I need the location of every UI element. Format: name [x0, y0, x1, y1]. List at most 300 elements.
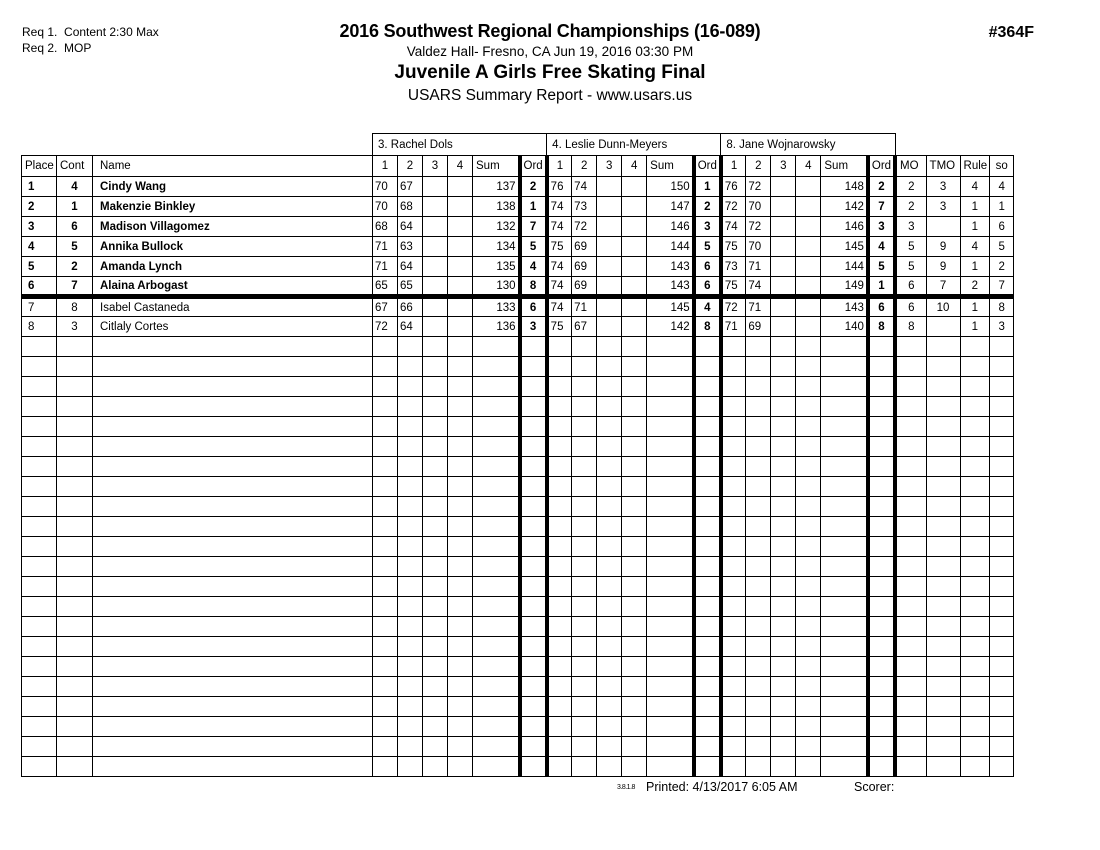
judge-2-ord-header: Ord	[694, 156, 721, 177]
judge-1-mark-cell: 65	[398, 277, 423, 297]
judge-3-mark-cell	[721, 377, 746, 397]
rule-cell	[960, 517, 990, 537]
judge-2-mark-cell	[597, 337, 622, 357]
rule-cell	[960, 417, 990, 437]
judge-2-mark-cell	[547, 657, 572, 677]
rule-header: Rule	[960, 156, 990, 177]
rule-cell	[960, 537, 990, 557]
table-row	[22, 197, 1014, 217]
judge-1-mark-cell	[373, 397, 398, 417]
mo-cell	[895, 337, 926, 357]
judge-3-mark-cell	[721, 737, 746, 757]
judge-3-mark-cell	[721, 637, 746, 657]
judge-3-mark-cell	[721, 357, 746, 377]
judge-3-mark-cell: 72	[746, 177, 771, 197]
judge-3-mark-cell	[771, 297, 796, 317]
judge-1-ord-cell	[520, 577, 547, 597]
venue-date-line: Valdez Hall- Fresno, CA Jun 19, 2016 03:30 PM	[406, 44, 694, 59]
mo-cell	[895, 537, 926, 557]
judge-1-mark-cell	[398, 737, 423, 757]
judge-2-sum-cell: 142	[647, 317, 694, 337]
judge-1-mark-cell	[448, 617, 473, 637]
mo-cell: 8	[895, 317, 926, 337]
judge-3-mark-cell	[771, 697, 796, 717]
judge-1-ord-cell	[520, 457, 547, 477]
judge-2-mark-cell	[597, 297, 622, 317]
judge-2-ord-cell	[694, 337, 721, 357]
judge-1-sum-cell	[473, 657, 520, 677]
judge-3-ord-cell: 2	[868, 177, 895, 197]
place-cell	[22, 657, 57, 677]
judge-3-ord-cell	[868, 357, 895, 377]
rule-cell	[960, 477, 990, 497]
judge-3-sum-cell	[821, 537, 868, 557]
so-cell	[990, 697, 1014, 717]
judge-1-mark-cell	[398, 457, 423, 477]
judge-1-mark-cell	[448, 497, 473, 517]
judge-3-mark-cell	[796, 277, 821, 297]
judge-2-mark-cell	[572, 757, 597, 777]
judge-1-mark-cell	[448, 337, 473, 357]
tmo-cell	[926, 397, 960, 417]
tmo-cell	[926, 477, 960, 497]
so-cell	[990, 537, 1014, 557]
skater-name-cell: Isabel Castaneda	[93, 297, 373, 317]
table-row	[22, 457, 1014, 477]
judge-1-mark-cell: 64	[398, 317, 423, 337]
cont-cell	[57, 657, 93, 677]
skater-name-cell	[93, 737, 373, 757]
judge-1-ord-cell	[520, 337, 547, 357]
judge-3-mark-cell	[721, 437, 746, 457]
judge-2-sum-cell	[647, 597, 694, 617]
judge-3-mark-cell	[796, 717, 821, 737]
judge-1-ord-cell: 3	[520, 317, 547, 337]
judge-1-mark-cell	[398, 717, 423, 737]
judge-3-mark-cell	[771, 757, 796, 777]
cont-cell	[57, 757, 93, 777]
judge-3-mark-cell	[796, 557, 821, 577]
rule-cell	[960, 737, 990, 757]
judge-3-mark-cell	[746, 597, 771, 617]
table-row	[22, 517, 1014, 537]
judge-3-name: 8. Jane Wojnarowsky	[721, 134, 895, 156]
judge-2-mark-cell	[572, 717, 597, 737]
mo-cell: 2	[895, 197, 926, 217]
so-cell	[990, 737, 1014, 757]
judge-2-mark-cell	[597, 257, 622, 277]
mo-cell	[895, 637, 926, 657]
mo-cell	[895, 457, 926, 477]
judge-3-mark-cell	[771, 217, 796, 237]
judge-1-sum-cell	[473, 357, 520, 377]
event-title: Juvenile A Girls Free Skating Final	[394, 62, 706, 83]
judge-3-mark-cell	[721, 657, 746, 677]
judge-2-mark-cell	[547, 557, 572, 577]
rule-cell	[960, 677, 990, 697]
req-line-2: Req 2. MOP	[22, 41, 92, 55]
judge-1-mark-cell: 66	[398, 297, 423, 317]
judge-3-ord-cell: 1	[868, 277, 895, 297]
judge-1-mark-cell	[398, 597, 423, 617]
judge-3-mark-cell	[771, 377, 796, 397]
skater-name-cell	[93, 457, 373, 477]
so-cell	[990, 337, 1014, 357]
judge-2-sum-cell	[647, 557, 694, 577]
judge-2-mark-cell	[547, 377, 572, 397]
judge-1-mark-cell	[423, 397, 448, 417]
judge-1-mark-cell	[398, 337, 423, 357]
judge-3-ord-cell	[868, 677, 895, 697]
judge-3-mark-cell	[796, 257, 821, 277]
judge-2-mark-cell	[572, 537, 597, 557]
judge-1-mark-cell	[423, 657, 448, 677]
judge-1-ord-cell	[520, 657, 547, 677]
mo-cell: 2	[895, 177, 926, 197]
column-header-row	[22, 156, 1014, 177]
judge-1-sum-cell	[473, 557, 520, 577]
skater-name-cell: Alaina Arbogast	[93, 277, 373, 297]
judge-1-mark-cell: 64	[398, 217, 423, 237]
so-cell: 1	[990, 197, 1014, 217]
judge-3-mark-cell	[746, 537, 771, 557]
judge-3-ord-cell	[868, 597, 895, 617]
judge-2-mark-cell: 75	[547, 317, 572, 337]
judge-3-mark-cell	[746, 477, 771, 497]
judge-2-mark-cell	[622, 257, 647, 277]
so-cell	[990, 517, 1014, 537]
judge-1-mark-cell	[448, 717, 473, 737]
so-cell	[990, 477, 1014, 497]
judge-2-mark-cell	[597, 217, 622, 237]
judge-1-mark-4-header: 4	[448, 156, 473, 177]
tmo-cell	[926, 517, 960, 537]
skater-name-cell	[93, 677, 373, 697]
table-row	[22, 437, 1014, 457]
judge-1-mark-cell	[373, 497, 398, 517]
judge-1-sum-cell: 133	[473, 297, 520, 317]
judge-3-mark-cell	[796, 757, 821, 777]
judge-2-sum-header: Sum	[647, 156, 694, 177]
judge-1-mark-cell	[448, 757, 473, 777]
judge-3-mark-cell: 74	[746, 277, 771, 297]
judge-2-mark-cell: 74	[547, 217, 572, 237]
judge-2-mark-cell	[547, 477, 572, 497]
judge-1-mark-cell	[448, 177, 473, 197]
judge-3-ord-cell: 6	[868, 297, 895, 317]
place-cell	[22, 517, 57, 537]
judge-3-mark-cell	[721, 457, 746, 477]
place-cell	[22, 597, 57, 617]
mo-cell	[895, 417, 926, 437]
judge-3-mark-3-header: 3	[771, 156, 796, 177]
judge-1-mark-cell: 70	[373, 197, 398, 217]
judge-3-mark-cell	[721, 397, 746, 417]
mo-cell	[895, 397, 926, 417]
judge-3-mark-cell	[721, 517, 746, 537]
judge-2-mark-cell	[547, 697, 572, 717]
judge-2-mark-cell: 69	[572, 257, 597, 277]
judge-1-mark-cell	[448, 477, 473, 497]
judge-1-mark-cell	[373, 737, 398, 757]
tmo-cell	[926, 377, 960, 397]
judge-2-ord-cell	[694, 677, 721, 697]
judge-3-mark-cell: 76	[721, 177, 746, 197]
judge-2-mark-cell	[572, 457, 597, 477]
skater-name-cell	[93, 757, 373, 777]
place-cell	[22, 717, 57, 737]
judge-2-mark-cell	[547, 417, 572, 437]
rule-cell	[960, 637, 990, 657]
judge-1-mark-cell	[448, 657, 473, 677]
judge-3-mark-cell	[771, 457, 796, 477]
judge-3-sum-cell	[821, 337, 868, 357]
judge-3-mark-cell	[771, 357, 796, 377]
judge-3-mark-cell	[771, 577, 796, 597]
tmo-cell: 9	[926, 237, 960, 257]
rule-cell	[960, 397, 990, 417]
judge-1-mark-cell	[423, 557, 448, 577]
table-row	[22, 497, 1014, 517]
skater-name-cell: Annika Bullock	[93, 237, 373, 257]
so-cell: 7	[990, 277, 1014, 297]
place-cell	[22, 637, 57, 657]
tmo-cell	[926, 417, 960, 437]
judge-3-sum-cell: 142	[821, 197, 868, 217]
judge-1-mark-cell	[398, 377, 423, 397]
judge-3-mark-cell	[796, 317, 821, 337]
skater-name-cell	[93, 637, 373, 657]
mo-cell: 5	[895, 237, 926, 257]
skater-name-cell	[93, 617, 373, 637]
event-number: #364F	[988, 24, 1034, 41]
judge-2-mark-cell	[572, 377, 597, 397]
judge-3-mark-cell	[746, 337, 771, 357]
judge-2-sum-cell: 146	[647, 217, 694, 237]
judge-3-mark-cell	[796, 477, 821, 497]
mo-cell	[895, 577, 926, 597]
judge-2-mark-1-header: 1	[547, 156, 572, 177]
mo-cell	[895, 517, 926, 537]
table-row	[22, 237, 1014, 257]
table-row	[22, 177, 1014, 197]
judge-1-mark-cell	[423, 717, 448, 737]
judge-2-mark-cell	[622, 577, 647, 597]
table-row	[22, 637, 1014, 657]
tmo-cell	[926, 437, 960, 457]
judge-2-mark-cell	[622, 277, 647, 297]
judge-3-ord-cell: 5	[868, 257, 895, 277]
cont-cell: 6	[57, 217, 93, 237]
judge-1-mark-cell	[373, 357, 398, 377]
judge-1-mark-cell	[448, 217, 473, 237]
table-row	[22, 337, 1014, 357]
judge-1-mark-cell	[423, 237, 448, 257]
judge-2-sum-cell	[647, 697, 694, 717]
name-header: Name	[93, 156, 373, 177]
judge-1-mark-cell	[373, 417, 398, 437]
place-cell	[22, 497, 57, 517]
judge-2-mark-cell	[622, 357, 647, 377]
judge-3-mark-cell	[796, 617, 821, 637]
judge-1-ord-cell	[520, 377, 547, 397]
judge-1-mark-cell	[448, 737, 473, 757]
judge-2-mark-cell	[622, 477, 647, 497]
skater-name-cell	[93, 417, 373, 437]
cont-cell: 2	[57, 257, 93, 277]
judge-1-ord-cell	[520, 517, 547, 537]
rule-cell	[960, 717, 990, 737]
judge-2-mark-4-header: 4	[622, 156, 647, 177]
judge-2-mark-cell	[597, 437, 622, 457]
judge-1-ord-cell	[520, 557, 547, 577]
judge-1-sum-cell	[473, 537, 520, 557]
judge-1-mark-cell	[373, 677, 398, 697]
judge-2-mark-cell	[597, 557, 622, 577]
judge-3-sum-cell	[821, 357, 868, 377]
judge-3-mark-cell: 69	[746, 317, 771, 337]
judge-1-mark-cell	[423, 377, 448, 397]
judge-2-mark-cell	[622, 617, 647, 637]
table-row	[22, 417, 1014, 437]
judge-3-ord-cell: 3	[868, 217, 895, 237]
tmo-cell	[926, 597, 960, 617]
judge-2-mark-cell	[572, 577, 597, 597]
judge-2-mark-cell	[597, 657, 622, 677]
judge-1-ord-cell	[520, 537, 547, 557]
judge-3-mark-cell	[721, 757, 746, 777]
judge-1-sum-cell	[473, 337, 520, 357]
judge-1-mark-cell: 67	[373, 297, 398, 317]
judge-1-mark-cell	[448, 697, 473, 717]
so-cell: 4	[990, 177, 1014, 197]
judge-3-sum-header: Sum	[821, 156, 868, 177]
judge-3-sum-cell	[821, 397, 868, 417]
judge-2-sum-cell	[647, 517, 694, 537]
judge-3-mark-cell	[746, 457, 771, 477]
mo-cell	[895, 597, 926, 617]
so-cell	[990, 457, 1014, 477]
table-row	[22, 577, 1014, 597]
judge-1-mark-cell	[423, 177, 448, 197]
judge-1-mark-cell	[423, 537, 448, 557]
table-row	[22, 277, 1014, 297]
judge-2-mark-cell: 69	[572, 237, 597, 257]
judge-3-mark-cell: 70	[746, 197, 771, 217]
judge-3-sum-cell	[821, 697, 868, 717]
so-cell	[990, 617, 1014, 637]
place-cell	[22, 617, 57, 637]
judge-2-mark-cell	[572, 657, 597, 677]
judge-2-mark-cell	[597, 697, 622, 717]
cont-cell	[57, 417, 93, 437]
skater-name-cell	[93, 717, 373, 737]
table-row	[22, 477, 1014, 497]
judge-1-sum-cell	[473, 597, 520, 617]
judge-2-mark-cell	[547, 537, 572, 557]
judge-1-mark-cell	[448, 517, 473, 537]
judge-3-mark-cell	[796, 497, 821, 517]
judge-2-mark-cell	[547, 577, 572, 597]
judge-1-mark-cell	[398, 477, 423, 497]
place-cell	[22, 697, 57, 717]
judge-1-sum-cell	[473, 417, 520, 437]
judge-2-mark-cell	[597, 537, 622, 557]
judge-1-mark-cell	[398, 637, 423, 657]
judge-2-mark-cell: 74	[547, 197, 572, 217]
skater-name-cell	[93, 657, 373, 677]
judge-1-mark-cell	[423, 257, 448, 277]
judge-1-mark-cell	[448, 457, 473, 477]
judge-2-mark-cell	[572, 737, 597, 757]
skater-name-cell	[93, 597, 373, 617]
judge-3-mark-cell	[796, 437, 821, 457]
judge-1-mark-cell	[398, 357, 423, 377]
judge-3-mark-cell: 75	[721, 237, 746, 257]
judge-1-mark-3-header: 3	[423, 156, 448, 177]
place-cell: 5	[22, 257, 57, 277]
judge-2-mark-cell	[547, 737, 572, 757]
judge-3-ord-cell	[868, 637, 895, 657]
mo-cell: 6	[895, 297, 926, 317]
judge-2-mark-cell	[547, 497, 572, 517]
so-cell: 2	[990, 257, 1014, 277]
judge-1-mark-cell	[398, 557, 423, 577]
judge-3-sum-cell	[821, 437, 868, 457]
judge-1-mark-cell	[398, 757, 423, 777]
place-cell	[22, 397, 57, 417]
cont-cell	[57, 437, 93, 457]
judge-2-mark-cell	[572, 557, 597, 577]
cont-cell	[57, 337, 93, 357]
judge-3-ord-cell	[868, 717, 895, 737]
cont-cell	[57, 597, 93, 617]
cont-cell	[57, 677, 93, 697]
place-cell	[22, 477, 57, 497]
judge-1-mark-cell	[423, 477, 448, 497]
judge-2-mark-cell	[622, 597, 647, 617]
judge-2-sum-cell: 145	[647, 297, 694, 317]
judge-1-sum-cell: 135	[473, 257, 520, 277]
judge-3-mark-cell	[721, 417, 746, 437]
judge-1-ord-cell	[520, 477, 547, 497]
so-cell: 5	[990, 237, 1014, 257]
judge-2-mark-cell	[597, 397, 622, 417]
judge-3-mark-cell	[771, 537, 796, 557]
mo-cell	[895, 617, 926, 637]
judge-2-sum-cell: 143	[647, 257, 694, 277]
cont-cell	[57, 497, 93, 517]
judge-1-ord-cell: 4	[520, 257, 547, 277]
judge-2-mark-cell	[547, 437, 572, 457]
judge-1-mark-cell: 68	[373, 217, 398, 237]
judge-3-mark-cell	[796, 297, 821, 317]
rule-cell	[960, 337, 990, 357]
judge-2-sum-cell	[647, 637, 694, 657]
tmo-cell	[926, 577, 960, 597]
skater-name-cell	[93, 357, 373, 377]
judge-1-mark-cell	[373, 577, 398, 597]
judge-3-mark-cell	[771, 597, 796, 617]
cont-cell: 1	[57, 197, 93, 217]
judge-3-mark-cell	[771, 717, 796, 737]
judge-3-sum-cell	[821, 597, 868, 617]
judge-1-mark-cell: 68	[398, 197, 423, 217]
table-row	[22, 297, 1014, 317]
table-row	[22, 757, 1014, 777]
mo-cell: 6	[895, 277, 926, 297]
judge-3-mark-cell	[796, 337, 821, 357]
